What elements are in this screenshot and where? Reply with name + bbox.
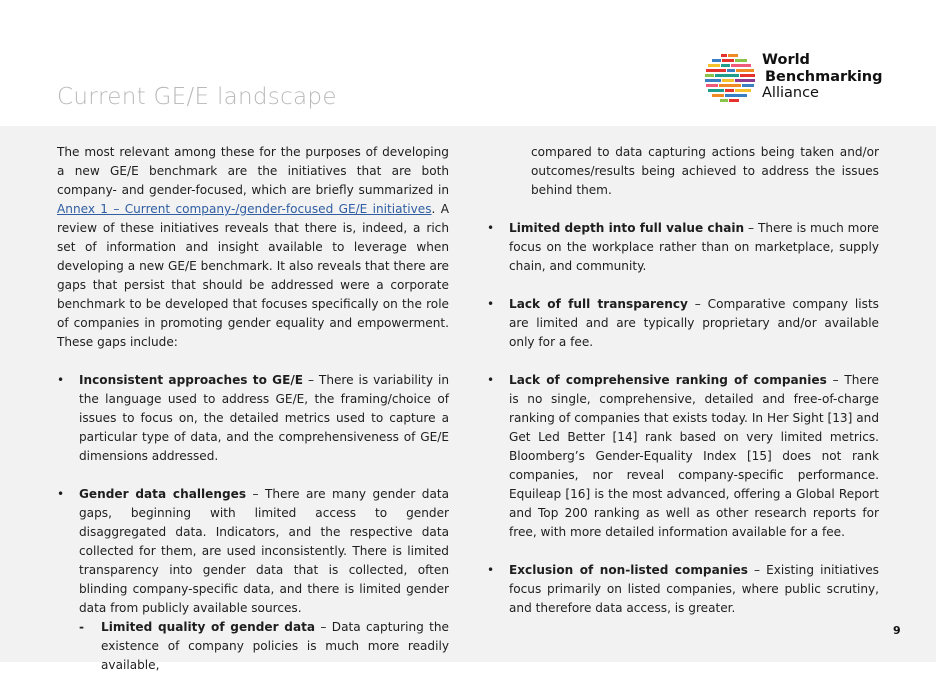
list-item-title: Gender data challenges xyxy=(79,487,247,501)
sub-list-item xyxy=(79,618,449,675)
list-item-text: – Existing initiatives focus primarily on listed companies, where public scrutiny, and therefore data access, is greater. xyxy=(509,563,879,615)
list-item-title: Lack of full transparency xyxy=(509,297,688,311)
list-item xyxy=(487,561,879,618)
bullet-icon: • xyxy=(487,373,495,387)
left-column xyxy=(57,143,449,675)
list-item-title: Limited depth into full value chain xyxy=(509,221,745,235)
bullet-icon: • xyxy=(487,221,495,235)
intro-text-start: The most relevant among these for the purposes of developing a new GE/E benchmark are the initiatives that are both company- and gender-focused, which are briefly summarized in xyxy=(57,145,449,197)
page-body xyxy=(0,126,936,672)
bullet-icon: • xyxy=(487,297,495,311)
sub-item-title: Limited quality of gender data xyxy=(101,620,316,634)
intro-text-end: . A review of these initiatives reveals that there is, indeed, a rich set of information and insight available to leverage when developing a new GE/E benchmark. It also reveals that there are gaps that persist that should be addressed were a corporate benchmark to be developed that focuses specifically on the role of companies in promoting gender equality and empowerment. These gaps include: xyxy=(57,202,449,349)
wba-logo xyxy=(705,50,895,108)
bullet-icon: • xyxy=(487,563,495,577)
sub-item-continuation: compared to data capturing actions being taken and/or outcomes/results being achieved to address the issues behind them. xyxy=(531,145,879,197)
bullet-icon: • xyxy=(57,373,65,387)
sub-item-text: – Data capturing the existence of company policies is much more readily available, xyxy=(101,620,449,672)
right-column xyxy=(487,143,879,618)
logo-line-benchmarking: Benchmarking xyxy=(765,68,883,85)
list-item-title: Inconsistent approaches to GE/E xyxy=(79,373,304,387)
logo-line-alliance: Alliance xyxy=(762,85,819,101)
list-item-text: – There is variability in the language used to address GE/E, the framing/choice of issues to focus on, the detailed metrics used to capture a particular type of data, and the comprehensiveness of GE/E dimensions addressed. xyxy=(79,373,449,463)
list-item xyxy=(57,485,449,675)
page-header xyxy=(0,0,936,126)
list-item xyxy=(57,371,449,466)
list-item-title: Lack of comprehensive ranking of companies xyxy=(509,373,827,387)
wba-logo-text xyxy=(762,52,883,102)
logo-line-world: World xyxy=(762,52,810,68)
list-item xyxy=(487,295,879,352)
dash-icon: - xyxy=(79,620,85,634)
list-item-text: – There is much more focus on the workplace rather than on marketplace, supply chain, and community. xyxy=(509,221,879,273)
list-item-title: Exclusion of non-listed companies xyxy=(509,563,748,577)
list-item xyxy=(487,219,879,276)
page-number: 9 xyxy=(893,624,901,637)
intro-paragraph xyxy=(57,143,449,352)
list-item-text: – There is no single, comprehensive, detailed and free-of-charge ranking of companies that exists today. In Her Sight [13] and Get Led Better [14] rank based on very limited metrics. Bloomberg’s Gender-Equality Index [15] does not rank companies, nor reveal company-specific performance. Equileap [16] is the most advanced, offering a Global Report and Top 200 ranking as well as other research reports for free, with more detailed information available for a fee. xyxy=(509,373,879,539)
page-title: Current GE/E landscape xyxy=(57,84,337,110)
wba-logo-icon xyxy=(705,52,755,104)
list-item-text: – Comparative company lists are limited and are typically proprietary and/or available only for a fee. xyxy=(509,297,879,349)
list-item-text: – There are many gender data gaps, beginning with limited access to gender disaggregated data. Indicators, and the respective data collected for them, are used inconsistently. There is limited transparency into gender data that is collected, often blinding company-specific data, and there is limited gender data from publicly available sources. xyxy=(79,487,450,615)
annex-1-link[interactable]: Annex 1 – Current company-/gender-focused GE/E initiatives xyxy=(57,202,432,216)
gaps-list-right xyxy=(487,219,879,618)
bullet-icon: • xyxy=(57,487,65,501)
list-item xyxy=(487,371,879,542)
gaps-list-left xyxy=(57,371,449,675)
